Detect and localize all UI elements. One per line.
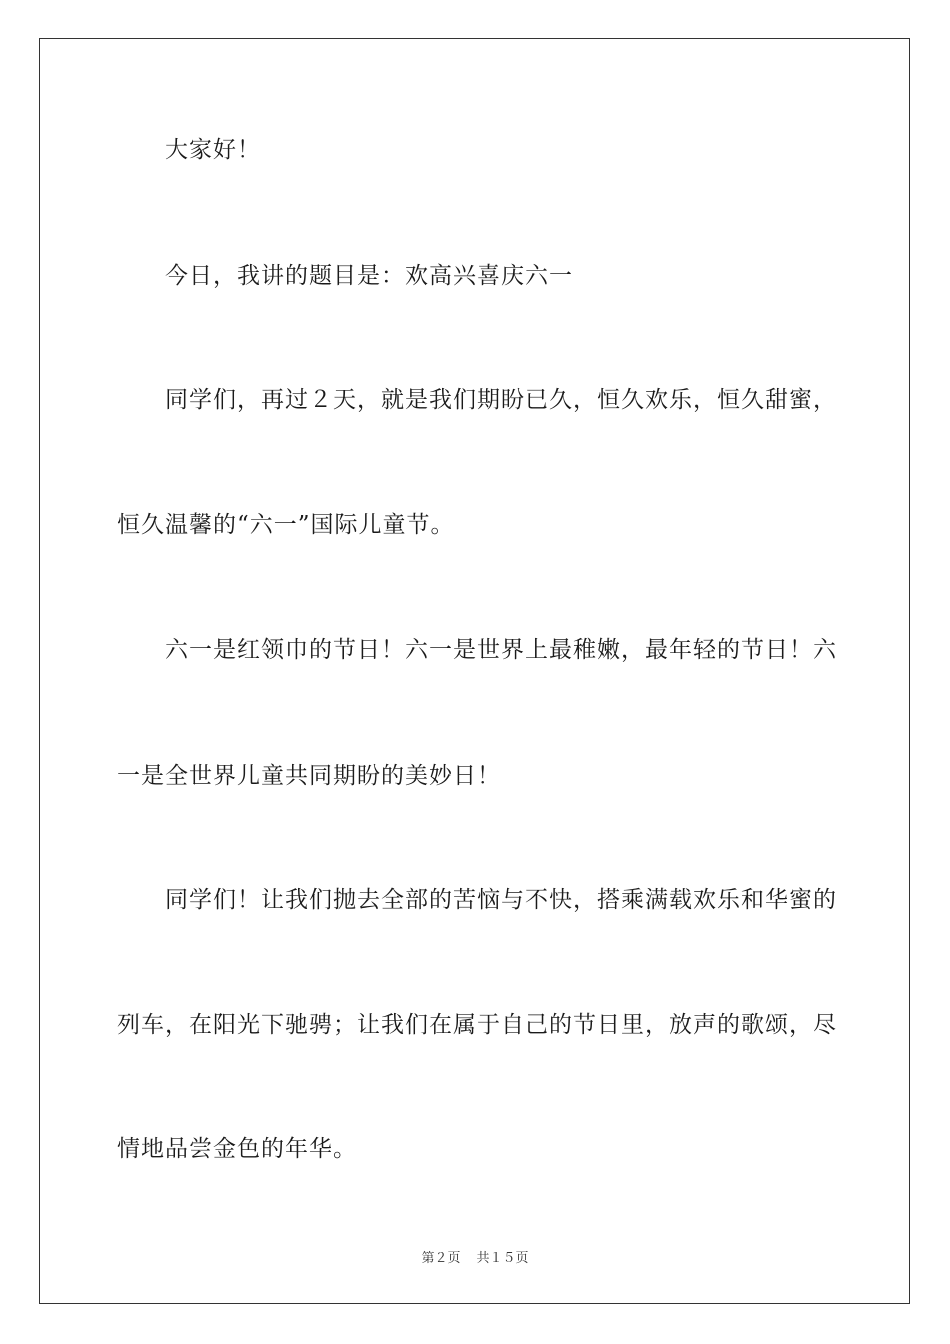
page-number: 第２页	[421, 1251, 461, 1266]
paragraph-line: 一是全世界儿童共同期盼的美妙日！	[117, 763, 501, 789]
paragraph-line: 列车，在阳光下驰骋；让我们在属于自己的节日里，放声的歌颂，尽	[117, 1012, 837, 1038]
paragraph-line: 情地品尝金色的年华。	[117, 1136, 357, 1162]
page-footer	[0, 1247, 950, 1266]
paragraph-line: 恒久温馨的“六一”国际儿童节。	[117, 512, 455, 538]
paragraph-greeting: 大家好！	[165, 137, 261, 163]
paragraph-topic: 今日，我讲的题目是：欢高兴喜庆六一	[165, 263, 573, 289]
paragraph-line: 六一是红领巾的节日！六一是世界上最稚嫩，最年轻的节日！六	[165, 637, 837, 663]
paragraph-line: 同学们，再过２天，就是我们期盼已久，恒久欢乐，恒久甜蜜，	[165, 387, 837, 413]
page-border	[39, 38, 910, 1304]
paragraph-line: 同学们！让我们抛去全部的苦恼与不快，搭乘满载欢乐和华蜜的	[165, 887, 837, 913]
page-total: 共１５页	[476, 1251, 529, 1266]
